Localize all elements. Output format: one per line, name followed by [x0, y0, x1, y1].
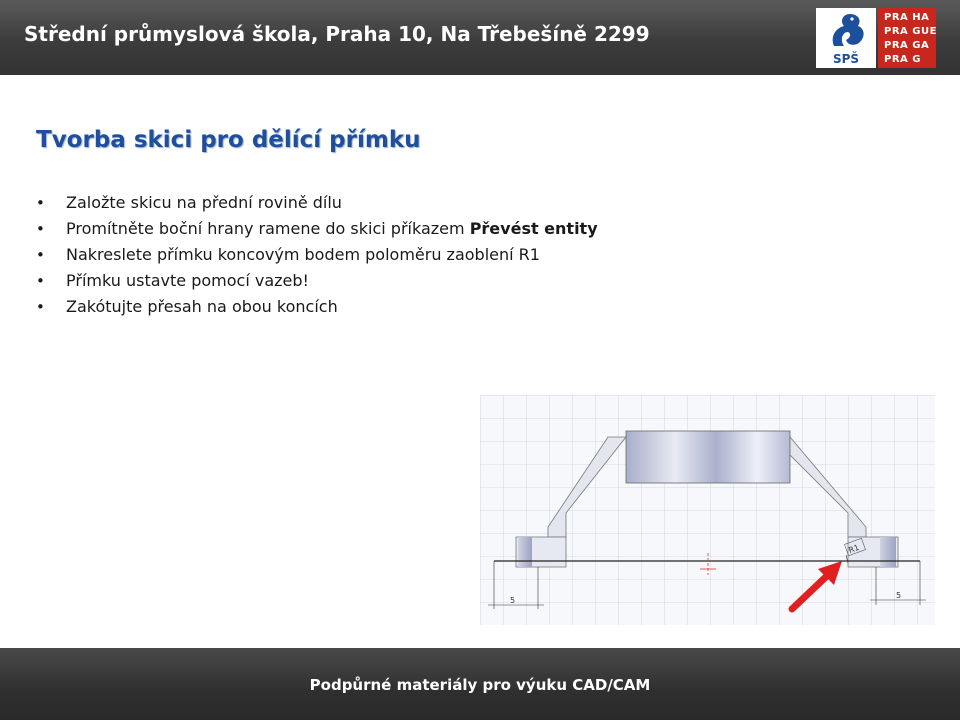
bullet-dot-icon: • [36, 220, 45, 238]
bullet-dot-icon: • [36, 298, 45, 316]
radius-label: R1 [847, 542, 861, 556]
cad-sketch-figure [480, 395, 935, 625]
footer-text: Podpůrné materiály pro výuku CAD/CAM [309, 676, 651, 694]
sps-logo [816, 8, 876, 68]
bullet-item [36, 294, 598, 320]
bullet-dot-icon: • [36, 194, 45, 212]
bullet-item [36, 268, 598, 294]
dim-left-label: 5 [510, 596, 516, 605]
right-base-shade [880, 537, 896, 567]
sps-logo-text: SPŠ [832, 52, 860, 66]
hub-body [626, 431, 790, 483]
bullet-text: Založte skicu na přední rovině dílu [66, 193, 342, 212]
bullet-dot-icon: • [36, 272, 45, 290]
dim-right-label: 5 [896, 591, 902, 600]
bullet-item [36, 190, 598, 216]
slide-title: Tvorba skici pro dělící přímku [36, 127, 421, 153]
left-base-shade [518, 537, 532, 567]
bullet-text: Zakótujte přesah na obou koncích [66, 297, 338, 316]
sps-dragon-icon [816, 8, 876, 52]
praha-line-1: PRA HA [884, 12, 930, 23]
praha-logo [878, 8, 936, 68]
bullet-text: Promítněte boční hrany ramene do skici příkazem [66, 219, 470, 238]
praha-line-2: PRA GUE [884, 26, 937, 37]
footer-bar [0, 648, 960, 720]
sketch-grid [480, 395, 935, 625]
bullet-text: Nakreslete přímku koncovým bodem poloměru zaoblení R1 [66, 245, 540, 264]
bullet-text: Přímku ustavte pomocí vazeb! [66, 271, 309, 290]
praha-line-3: PRA GA [884, 40, 930, 51]
praha-line-4: PRA G [884, 54, 921, 65]
school-name: Střední průmyslová škola, Praha 10, Na Třebešíně 2299 [24, 22, 650, 46]
bullet-item [36, 216, 598, 242]
bullet-list [36, 190, 598, 320]
bullet-dot-icon: • [36, 246, 45, 264]
bullet-bold-command: Převést entity [469, 219, 598, 238]
bullet-item [36, 242, 598, 268]
school-logos [816, 8, 936, 68]
header-bar [0, 0, 960, 75]
